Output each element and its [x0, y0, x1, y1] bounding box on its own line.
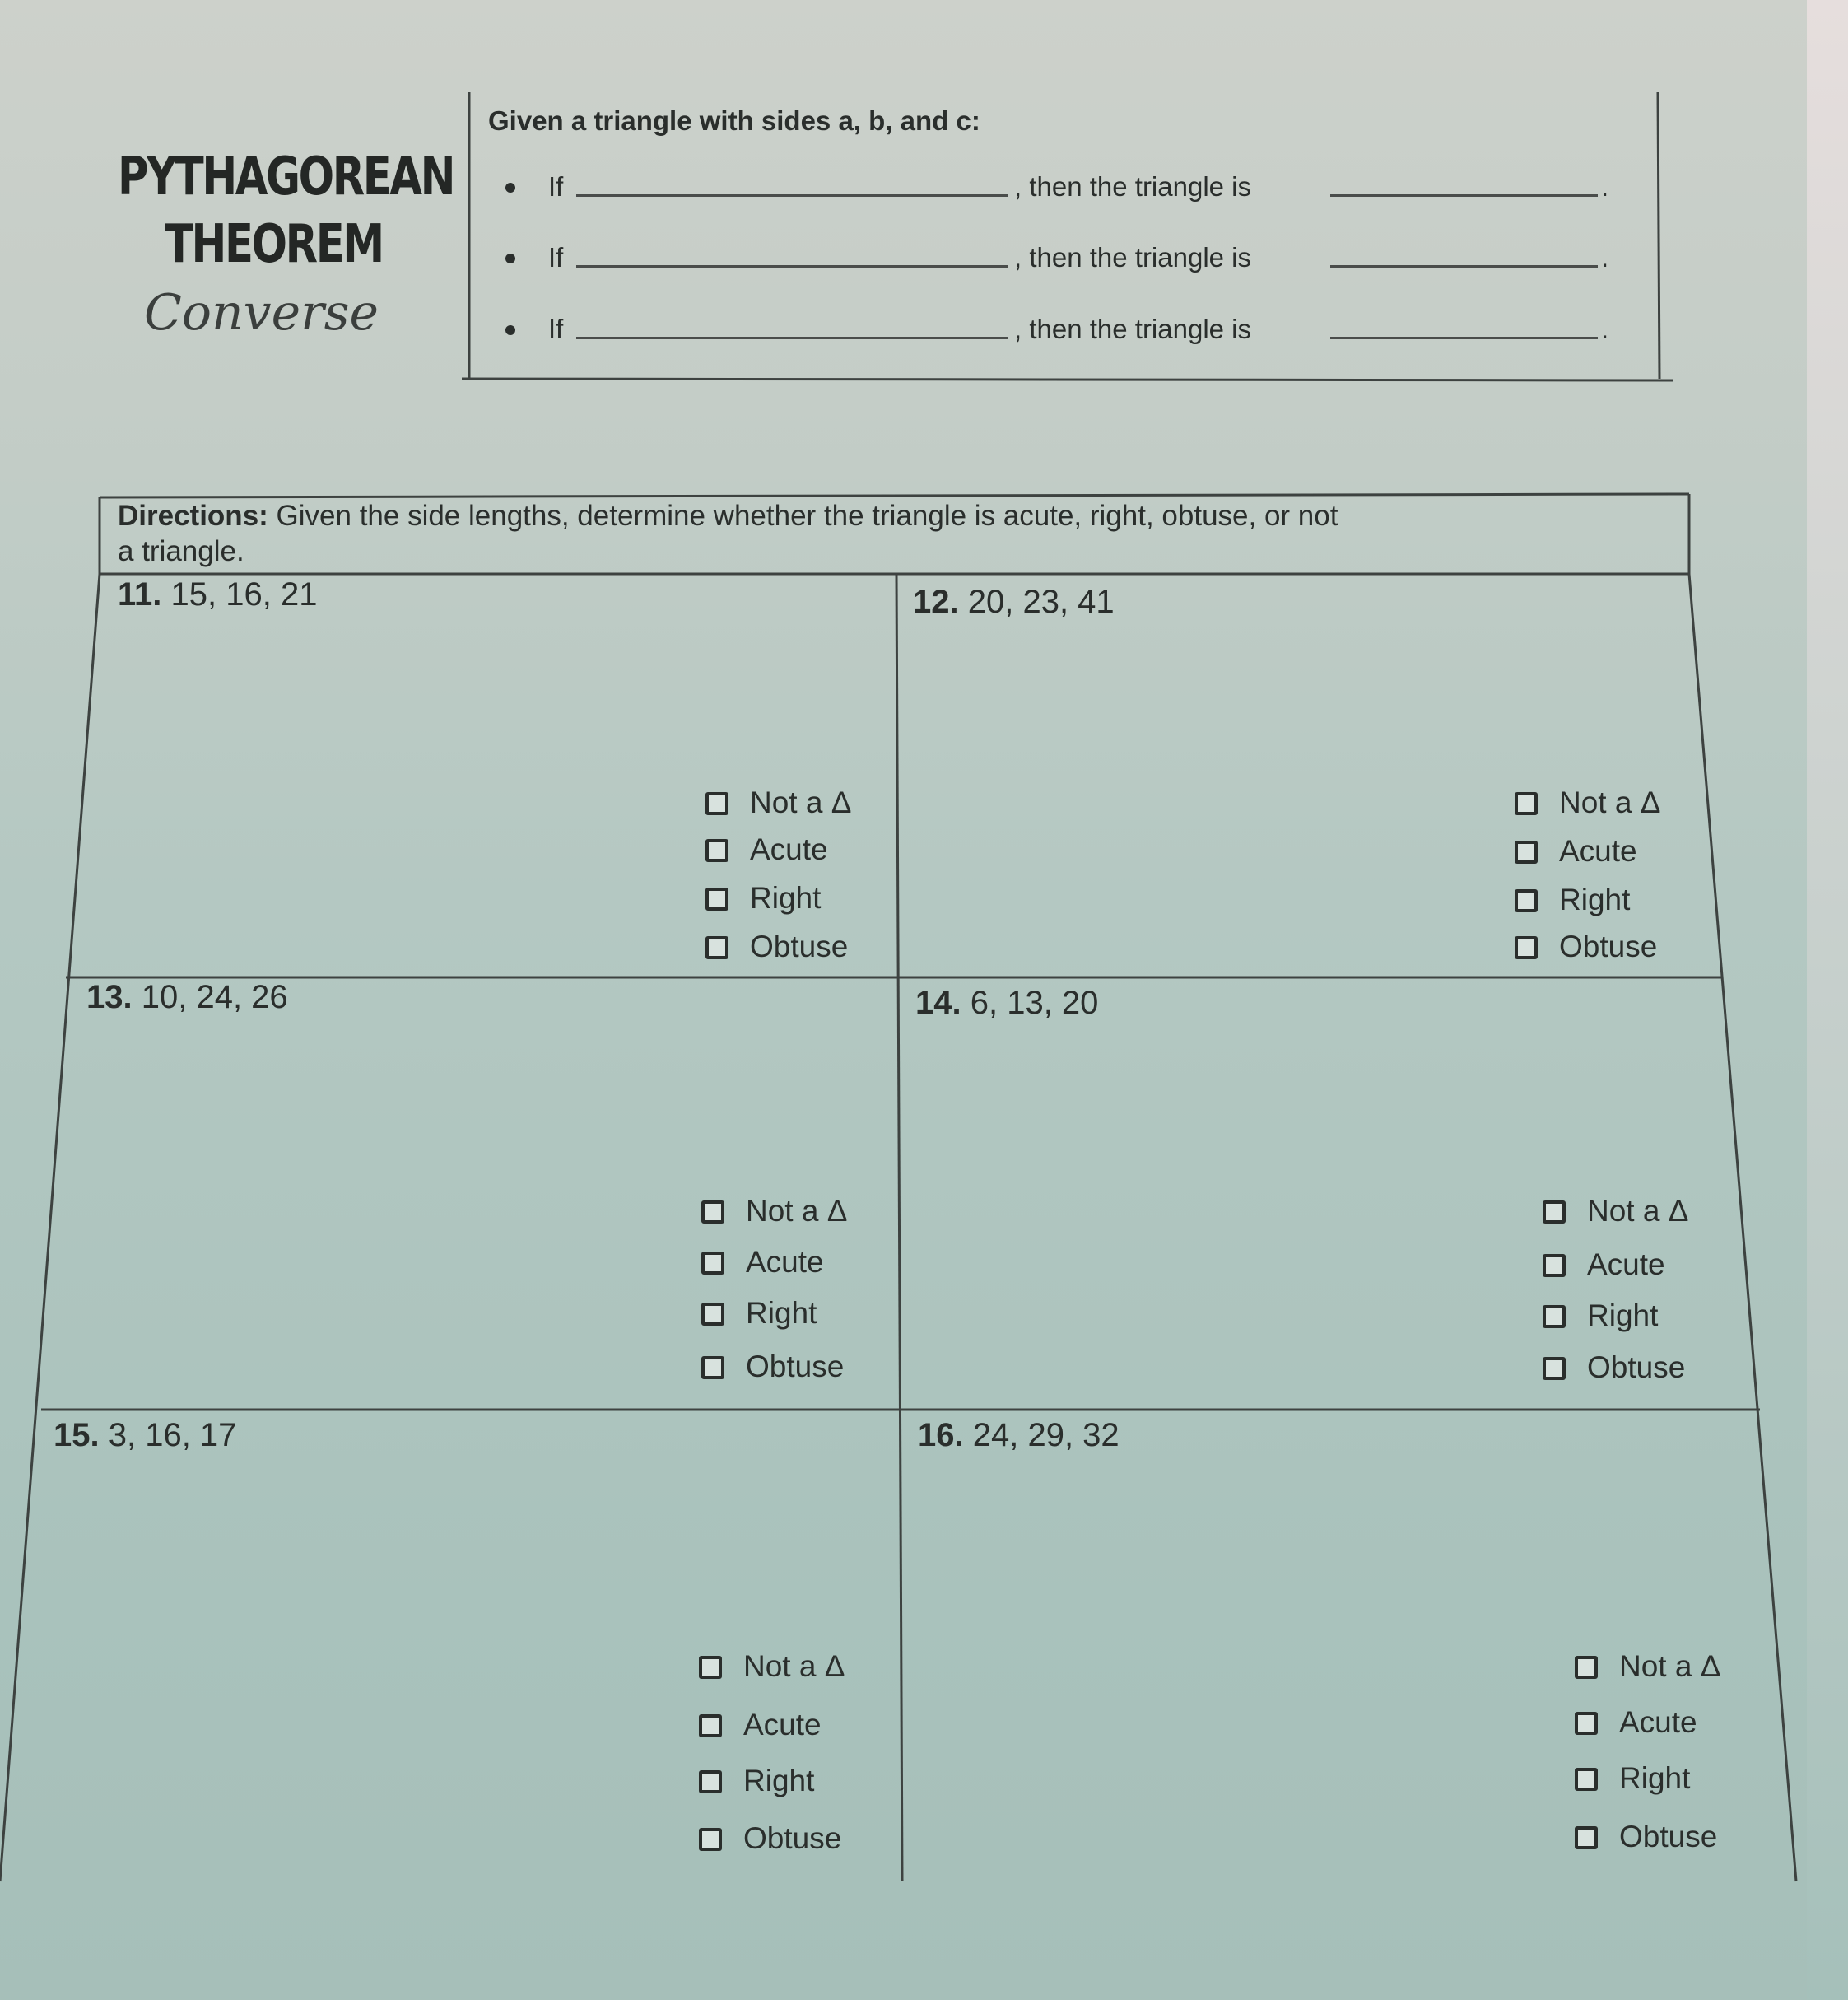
option-acute-label: Acute	[743, 1708, 822, 1741]
option-not-a-triangle-label: Not a Δ	[746, 1194, 848, 1228]
title-line-1: PYTHAGOREAN	[118, 147, 454, 207]
checkbox-right[interactable]	[1543, 1305, 1566, 1328]
rule-classification-blank[interactable]	[1330, 265, 1598, 268]
handwritten-converse: Converse	[144, 284, 379, 342]
rule-condition-blank[interactable]	[576, 265, 1008, 268]
option-acute-label: Acute	[1587, 1247, 1665, 1281]
problem-sides: 10, 24, 26	[141, 979, 288, 1015]
option-not-a-triangle-label: Not a Δ	[1559, 786, 1661, 819]
bullet-icon	[505, 183, 515, 193]
checkbox-acute[interactable]	[1515, 841, 1538, 864]
rule-condition-blank[interactable]	[576, 194, 1008, 197]
problem-number: 12.	[913, 584, 959, 620]
problem-number: 14.	[915, 985, 961, 1021]
checkbox-obtuse[interactable]	[699, 1828, 722, 1851]
checkbox-not-a-triangle[interactable]	[705, 792, 728, 815]
option-not-a-triangle-label: Not a Δ	[750, 786, 852, 819]
option-obtuse-label: Obtuse	[1619, 1820, 1718, 1853]
rule-then: , then the triangle is	[1014, 242, 1252, 273]
checkbox-right[interactable]	[1515, 889, 1538, 912]
option-right-label: Right	[1587, 1298, 1659, 1332]
directions-label: Directions:	[118, 500, 268, 532]
problem-sides: 24, 29, 32	[972, 1417, 1120, 1453]
checkbox-obtuse[interactable]	[1515, 936, 1538, 959]
checkbox-acute[interactable]	[1543, 1254, 1566, 1277]
intro-text: Given a triangle with sides a, b, and c:	[488, 105, 980, 136]
checkbox-obtuse[interactable]	[701, 1356, 724, 1379]
option-obtuse-label: Obtuse	[1559, 930, 1658, 963]
checkbox-obtuse[interactable]	[705, 936, 728, 959]
directions-text	[118, 500, 1338, 533]
problem-sides: 15, 16, 21	[170, 576, 318, 613]
option-acute-label: Acute	[750, 832, 828, 866]
rule-then: , then the triangle is	[1014, 314, 1252, 344]
rule-if: If	[548, 242, 564, 273]
option-acute-label: Acute	[746, 1245, 824, 1279]
problem-14	[915, 985, 1098, 1022]
option-right-label: Right	[746, 1296, 817, 1330]
problem-11	[118, 576, 317, 613]
title-line-2: THEOREM	[165, 214, 383, 275]
rule-classification-blank[interactable]	[1330, 337, 1598, 339]
checkbox-right[interactable]	[699, 1770, 722, 1793]
checkbox-obtuse[interactable]	[1575, 1826, 1598, 1849]
rule-period: .	[1601, 171, 1609, 202]
problem-number: 15.	[54, 1417, 100, 1453]
rule-then: , then the triangle is	[1014, 171, 1252, 202]
problem-12	[913, 584, 1115, 621]
bullet-icon	[505, 254, 515, 263]
checkbox-acute[interactable]	[705, 839, 728, 862]
option-acute-label: Acute	[1619, 1705, 1697, 1739]
checkbox-right[interactable]	[705, 888, 728, 911]
problem-sides: 3, 16, 17	[108, 1417, 237, 1453]
problem-sides: 6, 13, 20	[970, 985, 1099, 1021]
checkbox-not-a-triangle[interactable]	[699, 1656, 722, 1679]
problem-15	[54, 1417, 236, 1454]
problem-13	[86, 979, 288, 1016]
problem-sides: 20, 23, 41	[967, 584, 1115, 620]
bullet-icon	[505, 325, 515, 335]
checkbox-right[interactable]	[1575, 1768, 1598, 1791]
problem-16	[918, 1417, 1120, 1454]
checkbox-obtuse[interactable]	[1543, 1357, 1566, 1380]
option-right-label: Right	[1619, 1761, 1691, 1795]
option-right-label: Right	[1559, 883, 1631, 916]
rule-condition-blank[interactable]	[576, 337, 1008, 339]
option-not-a-triangle-label: Not a Δ	[1587, 1194, 1689, 1228]
option-right-label: Right	[743, 1764, 815, 1797]
rule-if: If	[548, 314, 564, 344]
checkbox-acute[interactable]	[1575, 1712, 1598, 1735]
directions-body: Given the side lengths, determine whether the triangle is acute, right, obtuse, or not	[268, 500, 1338, 532]
problem-number: 13.	[86, 979, 133, 1015]
checkbox-not-a-triangle[interactable]	[1543, 1200, 1566, 1224]
option-obtuse-label: Obtuse	[1587, 1350, 1686, 1384]
checkbox-not-a-triangle[interactable]	[1515, 792, 1538, 815]
directions-text-2: a triangle.	[118, 535, 244, 567]
checkbox-right[interactable]	[701, 1303, 724, 1326]
problem-number: 16.	[918, 1417, 964, 1453]
option-right-label: Right	[750, 881, 822, 915]
rule-if: If	[548, 171, 564, 202]
option-obtuse-label: Obtuse	[750, 930, 849, 963]
option-not-a-triangle-label: Not a Δ	[743, 1649, 845, 1683]
checkbox-not-a-triangle[interactable]	[701, 1200, 724, 1224]
rule-period: .	[1601, 242, 1609, 273]
rule-period: .	[1601, 314, 1609, 344]
problem-number: 11.	[118, 576, 162, 613]
checkbox-acute[interactable]	[699, 1714, 722, 1737]
option-not-a-triangle-label: Not a Δ	[1619, 1649, 1721, 1683]
rule-classification-blank[interactable]	[1330, 194, 1598, 197]
checkbox-not-a-triangle[interactable]	[1575, 1656, 1598, 1679]
option-acute-label: Acute	[1559, 834, 1637, 868]
option-obtuse-label: Obtuse	[746, 1350, 845, 1383]
option-obtuse-label: Obtuse	[743, 1821, 842, 1855]
checkbox-acute[interactable]	[701, 1252, 724, 1275]
